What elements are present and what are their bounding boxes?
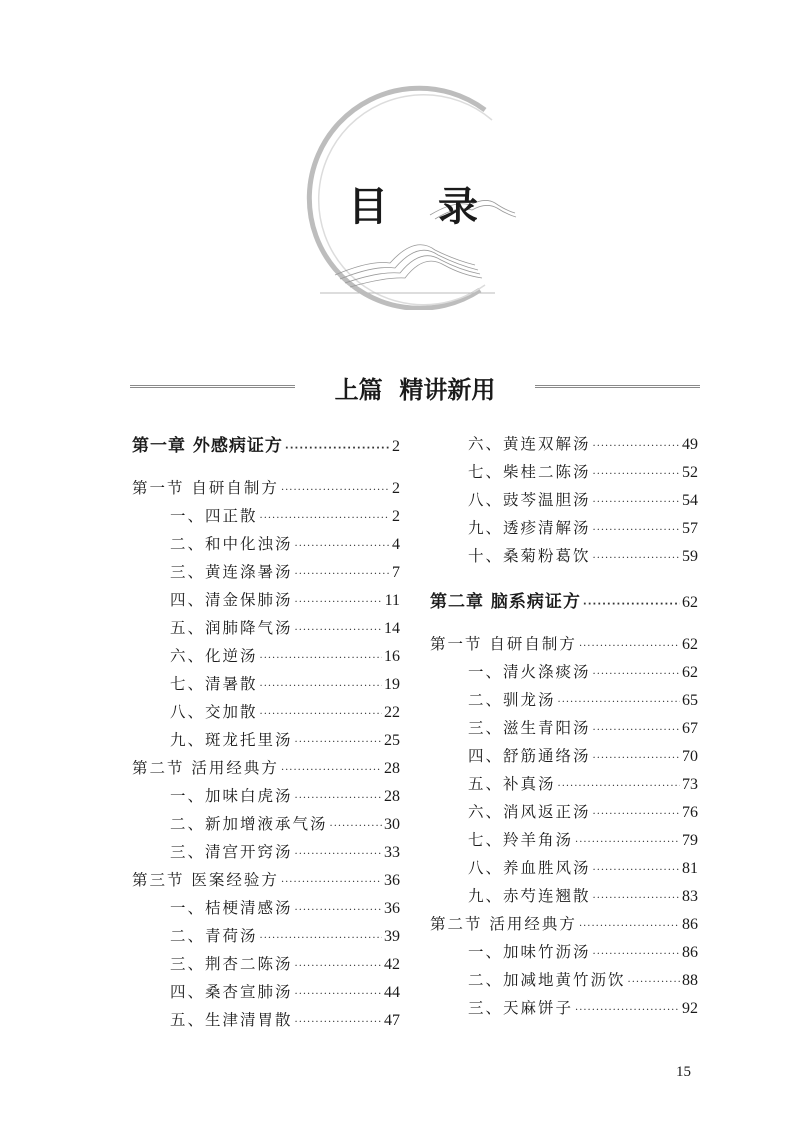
toc-label: 四、舒筋通络汤 [468,747,591,765]
toc-page: 54 [682,492,698,509]
toc-page: 16 [384,648,400,665]
toc-label: 三、荆杏二陈汤 [170,955,293,973]
toc-label: 五、补真汤 [468,775,556,793]
moon-mountain-decoration [280,85,530,310]
toc-label: 十、桑菊粉葛饮 [468,547,591,565]
toc-section[interactable] [430,631,698,657]
toc-chapter[interactable] [430,589,698,615]
toc-item[interactable] [468,515,698,541]
toc-item[interactable] [170,839,400,865]
toc-label: 七、羚羊角汤 [468,831,574,849]
toc-page: 44 [384,984,400,1001]
toc-item[interactable] [468,715,698,741]
toc-item[interactable] [170,503,400,529]
toc-page: 47 [384,1012,400,1029]
toc-item[interactable] [468,687,698,713]
toc-item[interactable] [170,1007,400,1033]
part-title: 上篇 精讲新用 [334,376,496,404]
toc-title-char-2: 录 [438,183,478,230]
leader-dots [285,436,390,462]
toc-item[interactable] [170,559,400,585]
toc-page: 86 [682,916,698,933]
leader-dots [593,886,680,912]
toc-page: 88 [682,972,698,989]
toc-page: 28 [384,760,400,777]
leader-dots [330,814,382,840]
toc-item[interactable] [468,799,698,825]
leader-dots [593,718,680,744]
leader-dots [558,774,680,800]
leader-dots [593,434,680,460]
toc-label: 第二节 活用经典方 [430,915,577,933]
leader-dots [295,730,382,756]
toc-item[interactable] [170,951,400,977]
toc-item[interactable] [170,923,400,949]
toc-page: 2 [392,508,400,525]
toc-page: 57 [682,520,698,537]
leader-dots [593,802,680,828]
toc-item[interactable] [170,643,400,669]
leader-dots [260,506,390,532]
leader-dots [295,590,383,616]
leader-dots [295,618,382,644]
toc-page: 36 [384,900,400,917]
toc-label: 八、养血胜风汤 [468,859,591,877]
toc-label: 二、加减地黄竹沥饮 [468,971,626,989]
toc-item[interactable] [170,699,400,725]
toc-page: 2 [392,480,400,497]
toc-item[interactable] [170,671,400,697]
toc-section[interactable] [132,755,400,781]
toc-label: 一、清火涤痰汤 [468,663,591,681]
leader-dots [260,674,382,700]
toc-page: 19 [384,676,400,693]
toc-label: 三、滋生青阳汤 [468,719,591,737]
toc-label: 七、柴桂二陈汤 [468,463,591,481]
toc-item[interactable] [468,743,698,769]
leader-dots [260,702,382,728]
leader-dots [295,982,382,1008]
toc-item[interactable] [468,659,698,685]
toc-page: 83 [682,888,698,905]
toc-page: 14 [384,620,400,637]
leader-dots [295,898,382,924]
toc-label: 一、四正散 [170,507,258,525]
toc-section[interactable] [132,475,400,501]
toc-item[interactable] [468,431,698,457]
toc-label: 二、青荷汤 [170,927,258,945]
toc-label: 九、赤芍连翘散 [468,887,591,905]
leader-dots [295,842,382,868]
toc-label: 八、豉芩温胆汤 [468,491,591,509]
toc-title-char-1: 目 [348,183,388,230]
toc-label: 第一节 自研自制方 [430,635,577,653]
toc-label: 三、清宫开窍汤 [170,843,293,861]
toc-page: 62 [682,594,698,611]
toc-page: 7 [392,564,400,581]
toc-item[interactable] [468,995,698,1021]
toc-page: 42 [384,956,400,973]
toc-label: 第二节 活用经典方 [132,759,279,777]
toc-page: 70 [682,748,698,765]
toc-item[interactable] [468,543,698,569]
leader-dots [593,942,680,968]
toc-page: 52 [682,464,698,481]
leader-dots [295,786,382,812]
toc-label: 八、交加散 [170,703,258,721]
leader-dots [583,592,680,618]
toc-item[interactable] [468,967,698,993]
toc-label: 九、斑龙托里汤 [170,731,293,749]
toc-label: 六、消风返正汤 [468,803,591,821]
toc-label: 二、新加增液承气汤 [170,815,328,833]
toc-label: 第一节 自研自制方 [132,479,279,497]
leader-dots [593,746,680,772]
toc-label: 六、黄连双解汤 [468,435,591,453]
leader-dots [593,462,680,488]
toc-label: 四、清金保肺汤 [170,591,293,609]
toc-label: 七、清暑散 [170,675,258,693]
toc-page: 76 [682,804,698,821]
toc-item[interactable] [468,855,698,881]
toc-page: 2 [392,438,400,455]
leader-dots [295,534,390,560]
leader-dots [260,926,382,952]
toc-label: 第一章 外感病证方 [132,436,283,456]
leader-dots [593,490,680,516]
toc-label: 五、生津清胃散 [170,1011,293,1029]
leader-dots [295,562,390,588]
toc-label: 二、和中化浊汤 [170,535,293,553]
toc-page: 33 [384,844,400,861]
toc-item[interactable] [468,883,698,909]
toc-section[interactable] [430,911,698,937]
toc-page: 79 [682,832,698,849]
toc-page: 4 [392,536,400,553]
part-header [130,373,700,407]
toc-label: 第二章 脑系病证方 [430,592,581,612]
toc-page: 39 [384,928,400,945]
leader-dots [281,758,382,784]
toc-label: 五、润肺降气汤 [170,619,293,637]
toc-page: 81 [682,860,698,877]
leader-dots [593,518,680,544]
toc-label: 三、天麻饼子 [468,999,574,1017]
toc-item[interactable] [170,811,400,837]
toc-item[interactable] [170,727,400,753]
toc-page: 36 [384,872,400,889]
toc-page: 49 [682,436,698,453]
toc-item[interactable] [170,615,400,641]
leader-dots [295,1010,382,1036]
toc-page: 62 [682,664,698,681]
leader-dots [281,478,390,504]
toc-page: 92 [682,1000,698,1017]
toc-item[interactable] [170,783,400,809]
toc-item[interactable] [170,587,400,613]
leader-dots [593,546,680,572]
toc-page: 67 [682,720,698,737]
toc-label: 一、加味竹沥汤 [468,943,591,961]
leader-dots [593,662,680,688]
leader-dots [281,870,382,896]
toc-label: 六、化逆汤 [170,647,258,665]
toc-page: 86 [682,944,698,961]
leader-dots [558,690,680,716]
toc-label: 二、驯龙汤 [468,691,556,709]
toc-item[interactable] [170,531,400,557]
toc-item[interactable] [468,487,698,513]
page-number: 15 [676,1064,691,1080]
toc-item[interactable] [170,979,400,1005]
toc-label: 三、黄连涤暑汤 [170,563,293,581]
leader-dots [628,970,680,996]
toc-item[interactable] [170,895,400,921]
toc-item[interactable] [468,771,698,797]
leader-dots [593,858,680,884]
leader-dots [575,998,680,1024]
toc-item[interactable] [468,827,698,853]
toc-page: 73 [682,776,698,793]
toc-page: 30 [384,816,400,833]
leader-dots [575,830,680,856]
toc-page: 28 [384,788,400,805]
toc-page: 59 [682,548,698,565]
toc-page: 22 [384,704,400,721]
toc-page: 11 [384,592,400,609]
toc-item[interactable] [468,459,698,485]
leader-dots [579,634,680,660]
toc-page: 65 [682,692,698,709]
toc-item[interactable] [468,939,698,965]
toc-label: 一、加味白虎汤 [170,787,293,805]
toc-label: 九、透疹清解汤 [468,519,591,537]
leader-dots [295,954,382,980]
toc-label: 第三节 医案经验方 [132,871,279,889]
leader-dots [260,646,382,672]
toc-page: 25 [384,732,400,749]
toc-page: 62 [682,636,698,653]
toc-label: 一、桔梗清感汤 [170,899,293,917]
leader-dots [579,914,680,940]
toc-chapter[interactable] [132,433,400,459]
toc-section[interactable] [132,867,400,893]
toc-label: 四、桑杏宣肺汤 [170,983,293,1001]
